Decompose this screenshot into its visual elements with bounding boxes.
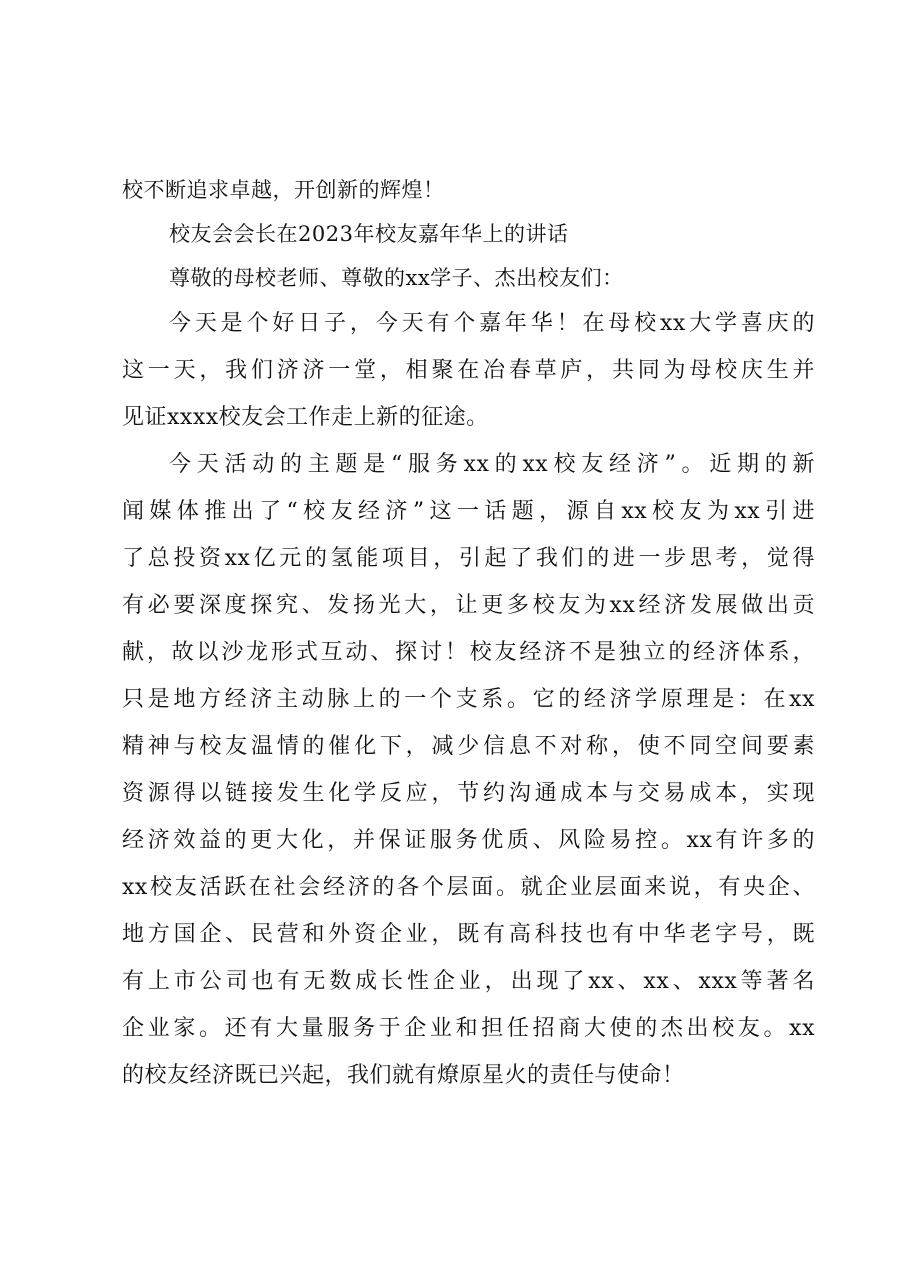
text-line: 资源得以链接发生化学反应，节约沟通成本与交易成本，实现 <box>122 781 815 806</box>
text-line: 有必要深度探究、发扬光大，让更多校友为xx经济发展做出贡 <box>122 593 815 618</box>
text-line: 地方国企、民营和外资企业，既有高科技也有中华老字号，既 <box>122 922 815 947</box>
text-line: 精神与校友温情的催化下，减少信息不对称，使不同空间要素 <box>122 734 815 759</box>
text-line: 今天是个好日子，今天有个嘉年华！在母校xx大学喜庆的 <box>169 311 815 336</box>
text-line: 闻媒体推出了“校友经济”这一话题，源自xx校友为xx引进 <box>122 499 815 524</box>
text-line: 经济效益的更大化，并保证服务优质、风险易控。xx有许多的 <box>122 828 815 853</box>
text-line: 有上市公司也有无数成长性企业，出现了xx、xx、xxx等著名 <box>122 969 815 994</box>
text-line: 见证xxxx校友会工作走上新的征途。 <box>122 405 489 430</box>
text-line: 的校友经济既已兴起，我们就有燎原星火的责任与使命！ <box>122 1063 685 1088</box>
text-line: 今天活动的主题是“服务xx的xx校友经济”。近期的新 <box>169 452 815 477</box>
speech-title: 校友会会长在2023年校友嘉年华上的讲话 <box>169 222 569 246</box>
salutation: 尊敬的母校老师、尊敬的xx学子、杰出校友们： <box>169 266 624 290</box>
text-line: 献，故以沙龙形式互动、探讨！校友经济不是独立的经济体系， <box>122 640 815 665</box>
text-line: 校不断追求卓越，开创新的辉煌！ <box>122 178 445 202</box>
text-line: xx校友活跃在社会经济的各个层面。就企业层面来说，有央企、 <box>122 875 815 900</box>
text-line: 只是地方经济主动脉上的一个支系。它的经济学原理是：在xx <box>122 687 815 712</box>
text-line: 这一天，我们济济一堂，相聚在冶春草庐，共同为母校庆生并 <box>122 358 815 383</box>
text-line: 企业家。还有大量服务于企业和担任招商大使的杰出校友。xx <box>122 1016 815 1041</box>
text-line: 了总投资xx亿元的氢能项目，引起了我们的进一步思考，觉得 <box>122 546 815 571</box>
